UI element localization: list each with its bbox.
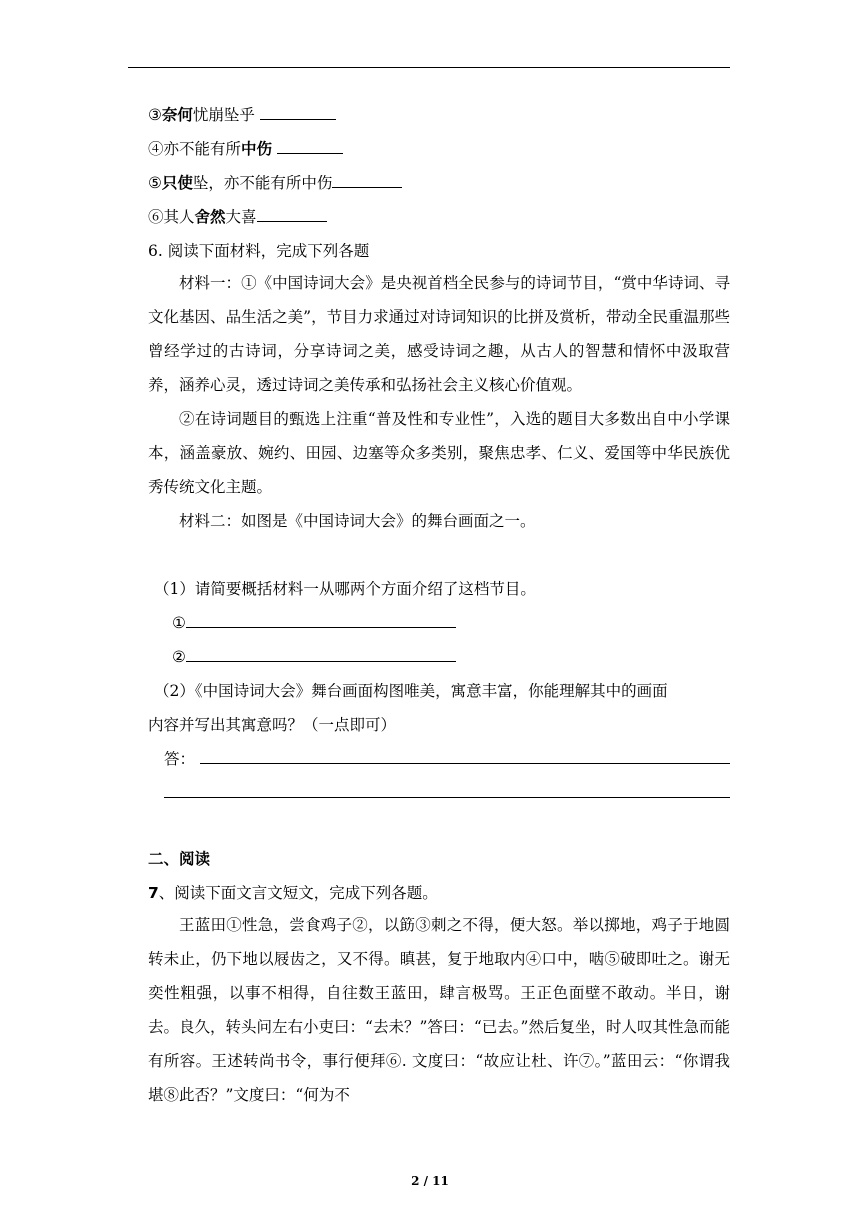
section-heading: 二、阅读 — [148, 850, 211, 868]
answer-line-2[interactable] — [164, 797, 730, 798]
q5-item-4: ④亦不能有所中伤 — [148, 138, 343, 160]
q5-item-5: ⑤只使坠，亦不能有所中伤 — [148, 172, 402, 194]
q6-sub1: （1）请简要概括材料一从哪两个方面介绍了这档节目。 — [154, 580, 536, 598]
answer-blank[interactable] — [260, 105, 336, 120]
q6-sub2-line-1: （2）《中国诗词大会》舞台画面构图唯美，寓意丰富，你能理解其中的画面 — [154, 682, 668, 700]
answer-blank[interactable] — [332, 173, 402, 188]
header-rule — [128, 67, 730, 68]
q7-title: 7、阅读下面文言文短文，完成下列各题。 — [148, 884, 438, 902]
passage-text: 王蓝田①性急，尝食鸡子②，以筯③刺之不得，便大怒。举以掷地，鸡子于地圆转未止，仍下地以屐齿之，又不得。瞋甚，复于地取内④口中，啮⑤破即吐之。谢无奕性粗强，以事不相得，自往数王蓝田，肆言极骂。王正色面壁不敢动。半日，谢去。良久，转头问左右小吏曰：“去未？”答曰：“已去。”然后复坐，时人叹其性急而能有所容。王述转尚书令，事行便拜⑥. 文度曰：“故应让杜、许⑦。”蓝田云：“你谓我堪⑧此否？”文度曰：“何为不 — [148, 916, 730, 1104]
answer-blank[interactable] — [186, 613, 456, 628]
material-1-para-1: 材料一：①《中国诗词大会》是央视首档全民参与的诗词节目，“赏中华诗词、寻文化基因、品生活之美”，节目力求通过对诗词知识的比拼及赏析，带动全民重温那些曾经学过的古诗词，分享诗词之美，感受诗词之趣，从古人的智慧和情怀中汲取营养，涵养心灵，透过诗词之美传承和弘扬社会主义核心价值观。 — [148, 274, 730, 394]
q6-sub1-answer-2: ② — [172, 646, 456, 668]
q6-sub2-line-2: 内容并写出其寓意吗？（一点即可） — [148, 716, 397, 734]
answer-line-1[interactable] — [200, 763, 730, 764]
material-1-para-2: ②在诗词题目的甄选上注重“普及性和专业性”，入选的题目大多数出自中小学课本，涵盖豪放、婉约、田园、边塞等众多类别，聚焦忠孝、仁义、爱国等中华民族优秀传统文化主题。 — [148, 410, 730, 496]
q6-sub1-answer-1: ① — [172, 612, 456, 634]
answer-blank[interactable] — [257, 207, 327, 222]
q6-material-1 — [148, 266, 730, 538]
answer-label: 答： — [164, 750, 196, 768]
page-number: 2 / 11 — [411, 1174, 449, 1188]
q6-title: 6. 阅读下面材料，完成下列各题 — [148, 242, 370, 260]
q7-passage — [148, 908, 730, 1112]
q5-item-3: ③奈何忧崩坠乎 — [148, 104, 336, 126]
answer-blank[interactable] — [277, 139, 343, 154]
answer-blank[interactable] — [186, 647, 456, 662]
material-2: 材料二：如图是《中国诗词大会》的舞台画面之一。 — [179, 512, 536, 530]
q5-item-6: ⑥其人舍然大喜 — [148, 206, 327, 228]
